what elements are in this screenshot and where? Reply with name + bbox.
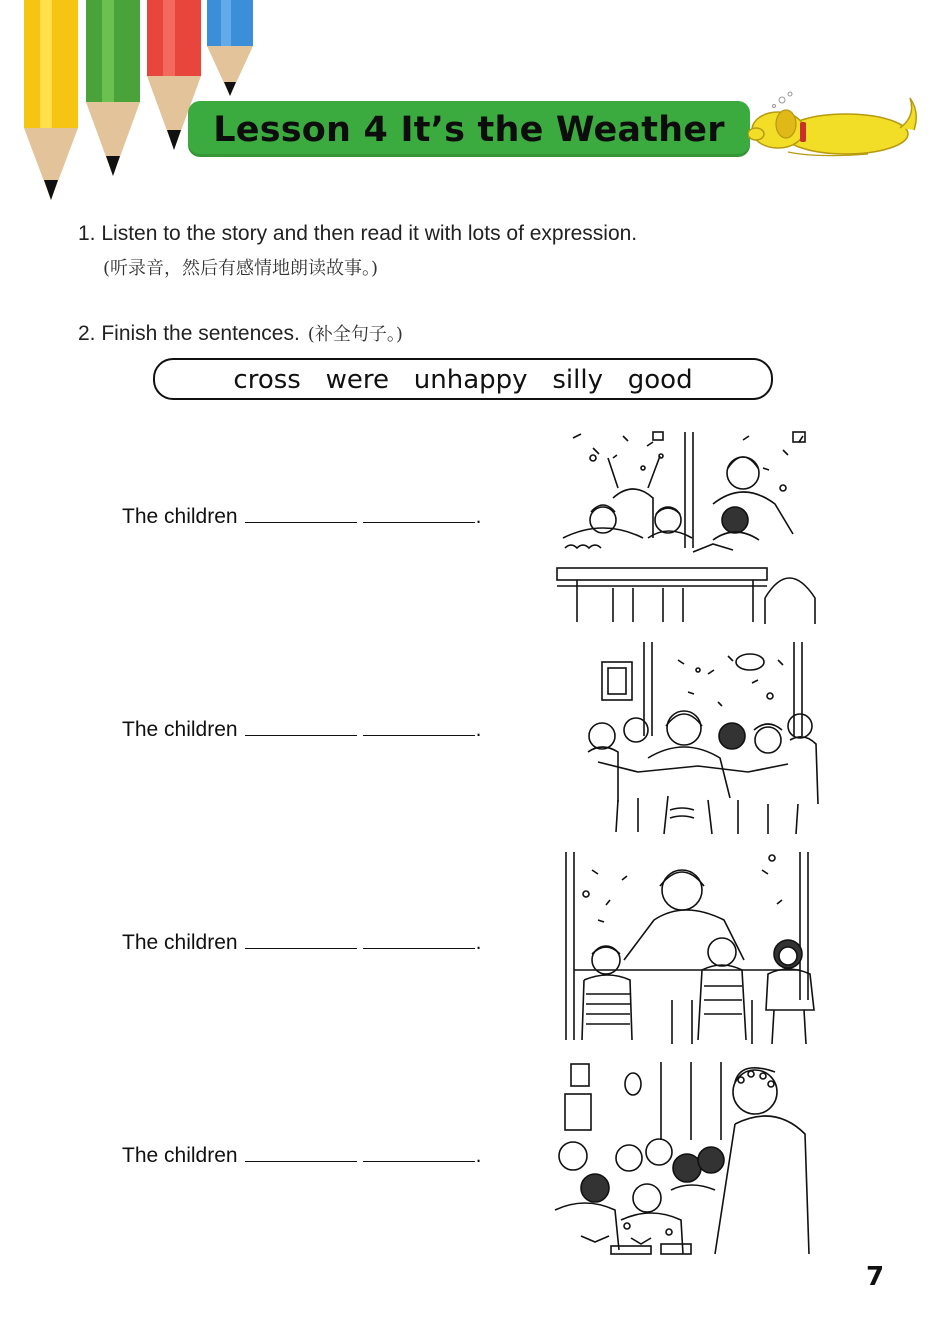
answer-blank[interactable]: [363, 1143, 475, 1162]
answer-blank[interactable]: [363, 504, 475, 523]
lesson-title: Lesson 4 It’s the Weather: [213, 110, 725, 150]
answer-blank[interactable]: [245, 1143, 357, 1162]
task1-instruction: 1. Listen to the story and then read it with lots of expression.: [78, 222, 638, 245]
sentence-subject: The children: [122, 1144, 238, 1167]
yellow-pencil-icon: [24, 0, 78, 200]
sentence-subject: The children: [122, 718, 238, 741]
sentence-4: The children .: [122, 1144, 482, 1167]
illustration-children-hugging: [558, 640, 824, 836]
illustration-children-silly: [553, 428, 823, 624]
task2-instruction: 2. Finish the sentences.: [78, 322, 300, 345]
sentence-subject: The children: [122, 931, 238, 954]
page-number: 7: [866, 1262, 885, 1292]
blue-pencil-icon: [207, 0, 253, 96]
lesson-banner: [188, 101, 750, 157]
sentence-3: The children .: [122, 931, 482, 954]
answer-blank[interactable]: [245, 717, 357, 736]
answer-blank[interactable]: [363, 717, 475, 736]
illustration-children-unhappy: [562, 850, 822, 1048]
sentence-subject: The children: [122, 505, 238, 528]
answer-blank[interactable]: [245, 930, 357, 949]
green-pencil-icon: [86, 0, 140, 176]
sentence-2: The children .: [122, 718, 482, 741]
task1-instruction-zh: (听录音，然后有感情地朗读故事。): [103, 258, 379, 279]
answer-blank[interactable]: [363, 930, 475, 949]
task2-instruction-zh: (补全句子。): [307, 324, 403, 345]
sleeping-dog-icon: [748, 88, 923, 160]
answer-blank[interactable]: [245, 504, 357, 523]
illustration-children-good: [551, 1060, 813, 1258]
word-bank: cross were unhappy silly good: [153, 358, 773, 400]
task2-instruction-line: [78, 320, 403, 346]
sentence-1: The children .: [122, 505, 482, 528]
